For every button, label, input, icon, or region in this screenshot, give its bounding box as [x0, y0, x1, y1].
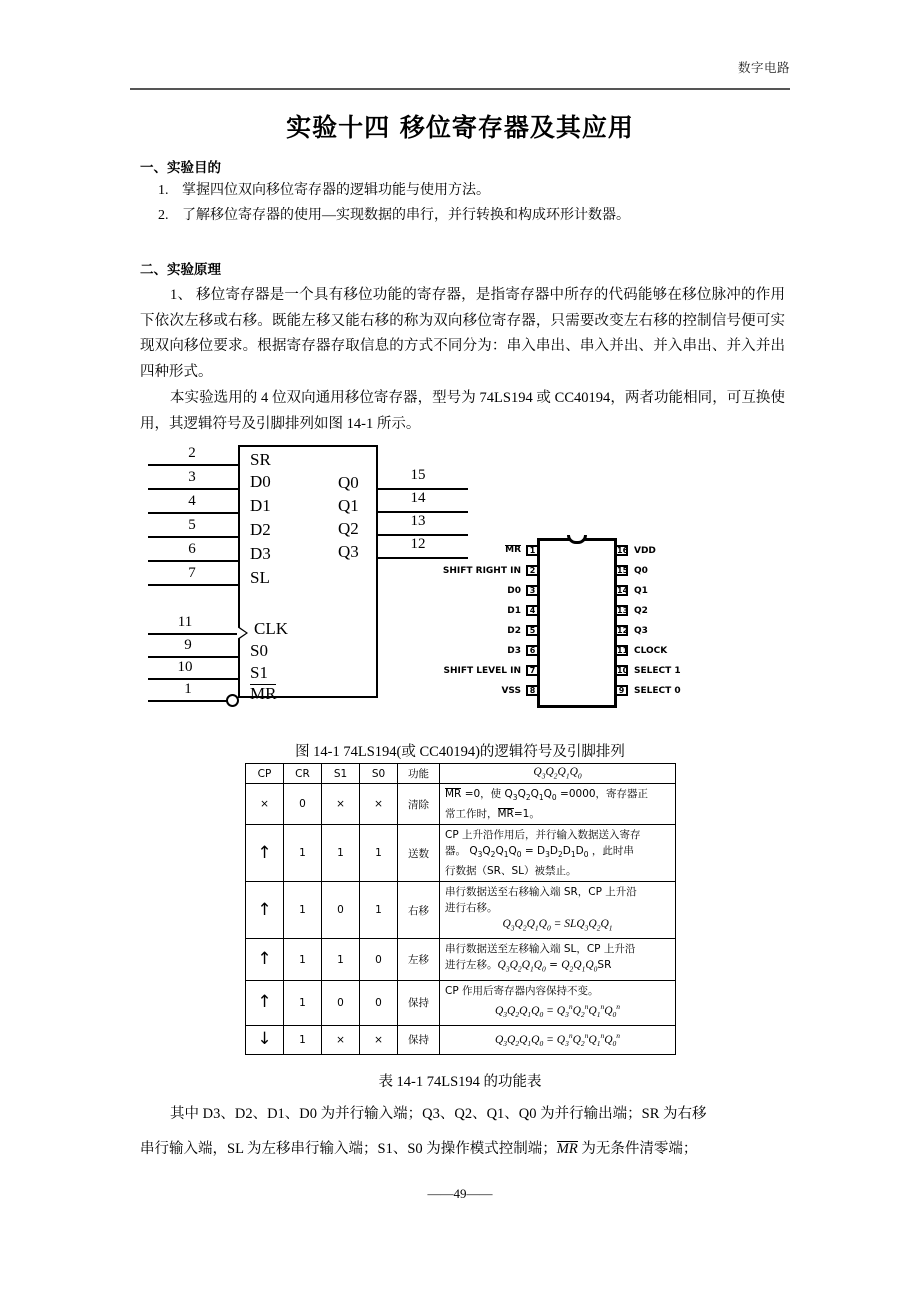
- pin-number-5: 5: [188, 517, 196, 533]
- pin-number-9: 9: [184, 637, 192, 653]
- cell-s1: 0: [322, 980, 360, 1025]
- cell-cr: 1: [284, 939, 322, 980]
- cell-function: 保持: [398, 1025, 440, 1054]
- header-rule: [130, 88, 790, 90]
- cell-s0: 1: [360, 882, 398, 939]
- pin-number-13: 13: [410, 513, 426, 529]
- dip-pin-number-6: 6: [526, 645, 539, 656]
- dip-label-vss: VSS: [501, 686, 521, 696]
- purpose-list: [140, 180, 785, 227]
- running-header: [130, 58, 790, 77]
- pin-line-10: [148, 678, 240, 680]
- logic-label-d0: D0: [250, 472, 271, 491]
- pin-number-3: 3: [188, 469, 196, 485]
- pin-line-5: [148, 536, 240, 538]
- column-header-function: 功能: [398, 764, 440, 784]
- figure-14-1: [130, 440, 790, 735]
- cell-cp: ×: [246, 784, 284, 825]
- pin-line-12: [376, 557, 468, 559]
- section-principle-heading: 二、实验原理: [140, 262, 221, 278]
- list-item-number: 2.: [158, 208, 169, 223]
- cell-s0: ×: [360, 1025, 398, 1054]
- logic-label-sl: SL: [250, 568, 270, 587]
- dip-pin-number-11: 11: [617, 646, 629, 655]
- cell-s0: 0: [360, 980, 398, 1025]
- table-row: [246, 1025, 676, 1054]
- dip-label-q2: Q2: [634, 606, 648, 616]
- logic-label-q1: Q1: [338, 496, 359, 515]
- closing-line-2-prefix: 串行输入端，SL 为左移串行输入端；S1、S0 为操作模式控制端；: [140, 1141, 557, 1157]
- dip-label-shift-right-in: SHIFT RIGHT IN: [442, 566, 521, 576]
- dip-pin-number-1: 1: [526, 545, 539, 556]
- logic-label-mr: MR: [250, 684, 277, 703]
- column-header-cp: CP: [246, 764, 284, 784]
- logic-label-s1: S1: [250, 663, 268, 682]
- logic-label-q0: Q0: [338, 473, 359, 492]
- dip-pin-number-13: 13: [617, 606, 629, 615]
- closing-line-2-suffix: 为无条件清零端；: [577, 1141, 698, 1157]
- pin-line-6: [148, 560, 240, 562]
- logic-label-d1: D1: [250, 496, 271, 515]
- dip-pin-number-16: 16: [617, 546, 629, 555]
- dip-pin-number-4: 4: [526, 605, 539, 616]
- pin-line-1: [148, 700, 228, 702]
- logic-label-s0: S0: [250, 641, 268, 660]
- dip-pin-number-7: 7: [526, 665, 539, 676]
- cell-cp: [246, 1025, 284, 1054]
- dip-label-mr: MR: [505, 545, 521, 555]
- dip-label-d1: D1: [507, 606, 521, 616]
- running-header-text: 数字电路: [737, 61, 790, 75]
- pin-number-6: 6: [188, 541, 196, 557]
- list-item-number: 1.: [158, 183, 169, 198]
- dip-pin-number-15: 15: [617, 566, 629, 575]
- dip-label-select-0: SELECT 0: [634, 686, 681, 696]
- table-header-row: [246, 764, 676, 784]
- table-row: [246, 784, 676, 825]
- dip-label-q3: Q3: [634, 626, 648, 636]
- dip-label-d0: D0: [507, 586, 521, 596]
- dip-pin-number-2: 2: [526, 565, 539, 576]
- cell-s0: ×: [360, 784, 398, 825]
- cell-s1: 0: [322, 882, 360, 939]
- rising-edge-icon: ↑: [257, 899, 272, 920]
- logic-label-d3: D3: [250, 544, 271, 563]
- cell-function: 左移: [398, 939, 440, 980]
- dip-label-q1: Q1: [634, 586, 648, 596]
- cell-cr: 1: [284, 825, 322, 882]
- pin-number-1: 1: [184, 681, 192, 697]
- cell-s0: 1: [360, 825, 398, 882]
- section-principle: [140, 258, 785, 437]
- table-row: [246, 825, 676, 882]
- dip-label-shift-level-in: SHIFT LEVEL IN: [443, 666, 521, 676]
- cell-function: 右移: [398, 882, 440, 939]
- dip-pin-number-14: 14: [617, 586, 629, 595]
- dip-pin-number-12: 12: [617, 626, 629, 635]
- cell-description: CP 作用后寄存器内容保持不变。 $Q_3Q_2Q_1Q_0 = Q_3^nQ_2^nQ_1^nQ_0^n$: [440, 980, 676, 1025]
- cell-description: CP 上升沿作用后，并行输入数据送入寄存 器。 $Q_3Q_2Q_1Q_0 = D_3D_2D_1D_0$ ，此时串 行数据（SR、SL）被禁止。: [440, 825, 676, 882]
- column-header-q-state: $Q_3Q_2Q_1Q_0$: [440, 764, 676, 784]
- cell-cp: [246, 980, 284, 1025]
- cell-cr: 1: [284, 882, 322, 939]
- cell-s1: ×: [322, 1025, 360, 1054]
- cell-description: MR =0，使 $Q_3Q_2Q_1Q_0 =0000$，寄存器正 常工作时，MR=1。: [440, 784, 676, 825]
- table-caption: 表 14-1 74LS194 的功能表: [378, 1074, 542, 1090]
- dip-pin-number-10: 10: [617, 666, 629, 675]
- closing-paragraph: [140, 1098, 785, 1166]
- list-item-label: 了解移位寄存器的使用—实现数据的串行，并行转换和构成环形计数器。: [182, 208, 630, 223]
- dip-pin-number-5: 5: [526, 625, 539, 636]
- cell-function: 送数: [398, 825, 440, 882]
- falling-edge-icon: ↓: [257, 1029, 272, 1050]
- table-row: [246, 980, 676, 1025]
- dip-label-select-1: SELECT 1: [634, 666, 681, 676]
- section-purpose-heading: 一、实验目的: [140, 160, 221, 176]
- table-row: [246, 939, 676, 980]
- closing-line-1: 其中 D3、D2、D1、D0 为并行输入端；Q3、Q2、Q1、Q0 为并行输出端；SR 为右移: [170, 1106, 707, 1122]
- dip-label-vdd: VDD: [634, 546, 656, 556]
- cell-cp: [246, 939, 284, 980]
- list-item: [140, 205, 785, 227]
- logic-label-q3: Q3: [338, 542, 359, 561]
- cell-function: 清除: [398, 784, 440, 825]
- cell-description: $Q_3Q_2Q_1Q_0 = Q_3^nQ_2^nQ_1^nQ_0^n$: [440, 1025, 676, 1054]
- logic-label-q2: Q2: [338, 519, 359, 538]
- cell-s0: 0: [360, 939, 398, 980]
- column-header-s1: S1: [322, 764, 360, 784]
- cell-cp: [246, 825, 284, 882]
- pin-line-7: [148, 584, 240, 586]
- column-header-cr: CR: [284, 764, 322, 784]
- cell-description: 串行数据送至左移输入端 SL，CP 上升沿 进行左移。$Q_3Q_2Q_1Q_0 = Q_2Q_1Q_0SR$: [440, 939, 676, 980]
- dip-label-d3: D3: [507, 646, 521, 656]
- pin-line-11: [148, 633, 240, 635]
- closing-line-2: [140, 1133, 785, 1166]
- page-footer: ——49——: [427, 1186, 493, 1201]
- mr-overbar-symbol: MR: [556, 1141, 578, 1157]
- cell-cr: 1: [284, 1025, 322, 1054]
- dip-label-q0: Q0: [634, 566, 648, 576]
- logic-label-sr: SR: [250, 450, 271, 469]
- list-item: [140, 180, 785, 202]
- rising-edge-icon: ↑: [257, 992, 272, 1013]
- cell-cr: 0: [284, 784, 322, 825]
- cell-s1: 1: [322, 825, 360, 882]
- pin-number-12: 12: [410, 536, 426, 552]
- dip-label-clock: CLOCK: [634, 646, 668, 656]
- pin-number-2: 2: [188, 445, 196, 461]
- pin-number-15: 15: [410, 467, 426, 483]
- logic-label-d2: D2: [250, 520, 271, 539]
- pin-line-4: [148, 512, 240, 514]
- cell-s1: ×: [322, 784, 360, 825]
- pin-line-3: [148, 488, 240, 490]
- rising-edge-icon: ↑: [257, 949, 272, 970]
- column-header-s0: S0: [360, 764, 398, 784]
- dip-body: [537, 538, 617, 708]
- pin-number-4: 4: [188, 493, 196, 509]
- dip-pin-number-8: 8: [526, 685, 539, 696]
- pin-number-10: 10: [177, 659, 193, 675]
- logic-label-clk: CLK: [254, 619, 288, 638]
- table-row: [246, 882, 676, 939]
- inverting-bubble-icon: [226, 694, 239, 707]
- dip-pin-number-3: 3: [526, 585, 539, 596]
- principle-paragraph-2: 本实验选用的 4 位双向通用移位寄存器，型号为 74LS194 或 CC40194，两者功能相同，可互换使用，其逻辑符号及引脚排列如图 14-1 所示。: [140, 390, 785, 432]
- principle-paragraph-1: 1、 移位寄存器是一个具有移位功能的寄存器，是指寄存器中所存的代码能够在移位脉冲的作用下依次左移或右移。既能左移又能右移的称为双向移位寄存器，只需要改变左右移的控制信号便可实现双向移位要求。根据寄存器存取信息的方式不同分为：串入串出、串入并出、并入串出、并入并出四种形式。: [140, 287, 785, 380]
- function-table: [245, 763, 676, 1055]
- dip-label-d2: D2: [507, 626, 521, 636]
- figure-caption: 图 14-1 74LS194(或 CC40194)的逻辑符号及引脚排列: [295, 744, 625, 760]
- section-purpose: [140, 156, 785, 227]
- pin-line-2: [148, 464, 240, 466]
- list-item-label: 掌握四位双向移位寄存器的逻辑功能与使用方法。: [182, 183, 490, 198]
- rising-edge-icon: ↑: [257, 842, 272, 863]
- cell-function: 保持: [398, 980, 440, 1025]
- cell-cp: [246, 882, 284, 939]
- pin-line-9: [148, 656, 240, 658]
- pin-number-14: 14: [410, 490, 426, 506]
- cell-description: 串行数据送至右移输入端 SR，CP 上升沿 进行右移。 $Q_3Q_2Q_1Q_0 = SLQ_3Q_2Q_1$: [440, 882, 676, 939]
- pin-number-11: 11: [177, 614, 193, 630]
- pin-number-7: 7: [188, 565, 196, 581]
- page-title: 实验十四 移位寄存器及其应用: [286, 113, 634, 142]
- cell-s1: 1: [322, 939, 360, 980]
- dip-pin-number-9: 9: [615, 685, 628, 696]
- cell-cr: 1: [284, 980, 322, 1025]
